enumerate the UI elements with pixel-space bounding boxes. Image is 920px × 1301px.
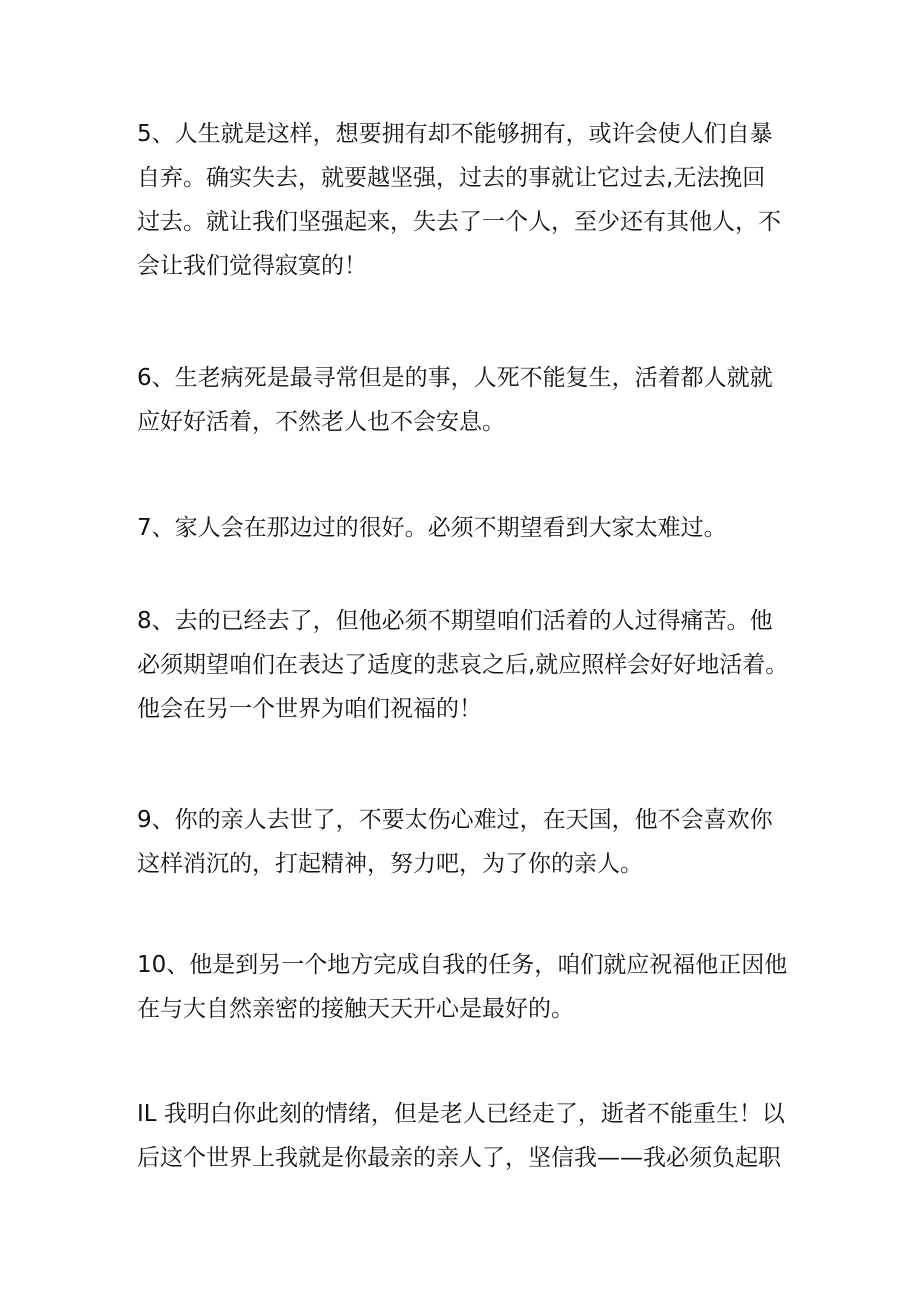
text-line: 过去。就让我们坚强起来，失去了一个人，至少还有其他人，不 xyxy=(137,209,781,235)
text-line: 10、他是到另一个地方完成自我的任务，咱们就应祝福他正因他 xyxy=(137,952,788,978)
text-line: 自弃。确实失去，就要越坚强，过去的事就让它过去,无法挽回 xyxy=(137,165,766,191)
text-line: 8、去的已经去了，但他必须不期望咱们活着的人过得痛苦。他 xyxy=(137,608,773,634)
paragraph-11 xyxy=(137,1092,797,1180)
text-line: 6、生老病死是最寻常但是的事，人死不能复生，活着都人就就 xyxy=(137,365,773,391)
text-line: 会让我们觉得寂寞的！ xyxy=(137,253,367,279)
text-line: 在与大自然亲密的接触天天开心是最好的。 xyxy=(137,996,574,1022)
text-line: 这样消沉的，打起精神，努力吧，为了你的亲人。 xyxy=(137,851,643,877)
text-line: 应好好活着，不然老人也不会安息。 xyxy=(137,409,505,435)
text-line: 他会在另一个世界为咱们祝福的！ xyxy=(137,696,482,722)
text-line: 必须期望咱们在表达了适度的悲哀之后,就应照样会好好地活着。 xyxy=(137,652,789,678)
text-line: 7、家人会在那边过的很好。必须不期望看到大家太难过。 xyxy=(137,515,727,541)
paragraph-7 xyxy=(137,506,797,550)
text-line: 9、你的亲人去世了，不要太伤心难过，在天国，他不会喜欢你 xyxy=(137,807,773,833)
text-line: 后这个世界上我就是你最亲的亲人了，坚信我——我必须负起职 xyxy=(137,1145,781,1171)
paragraph-10 xyxy=(137,943,797,1031)
paragraph-8 xyxy=(137,599,797,731)
paragraph-5 xyxy=(137,112,797,288)
paragraph-9 xyxy=(137,798,797,886)
paragraph-6 xyxy=(137,356,797,444)
text-line: IL 我明白你此刻的情绪，但是老人已经走了，逝者不能重生！以 xyxy=(137,1101,785,1127)
text-line: 5、人生就是这样，想要拥有却不能够拥有，或许会使人们自暴 xyxy=(137,121,773,147)
